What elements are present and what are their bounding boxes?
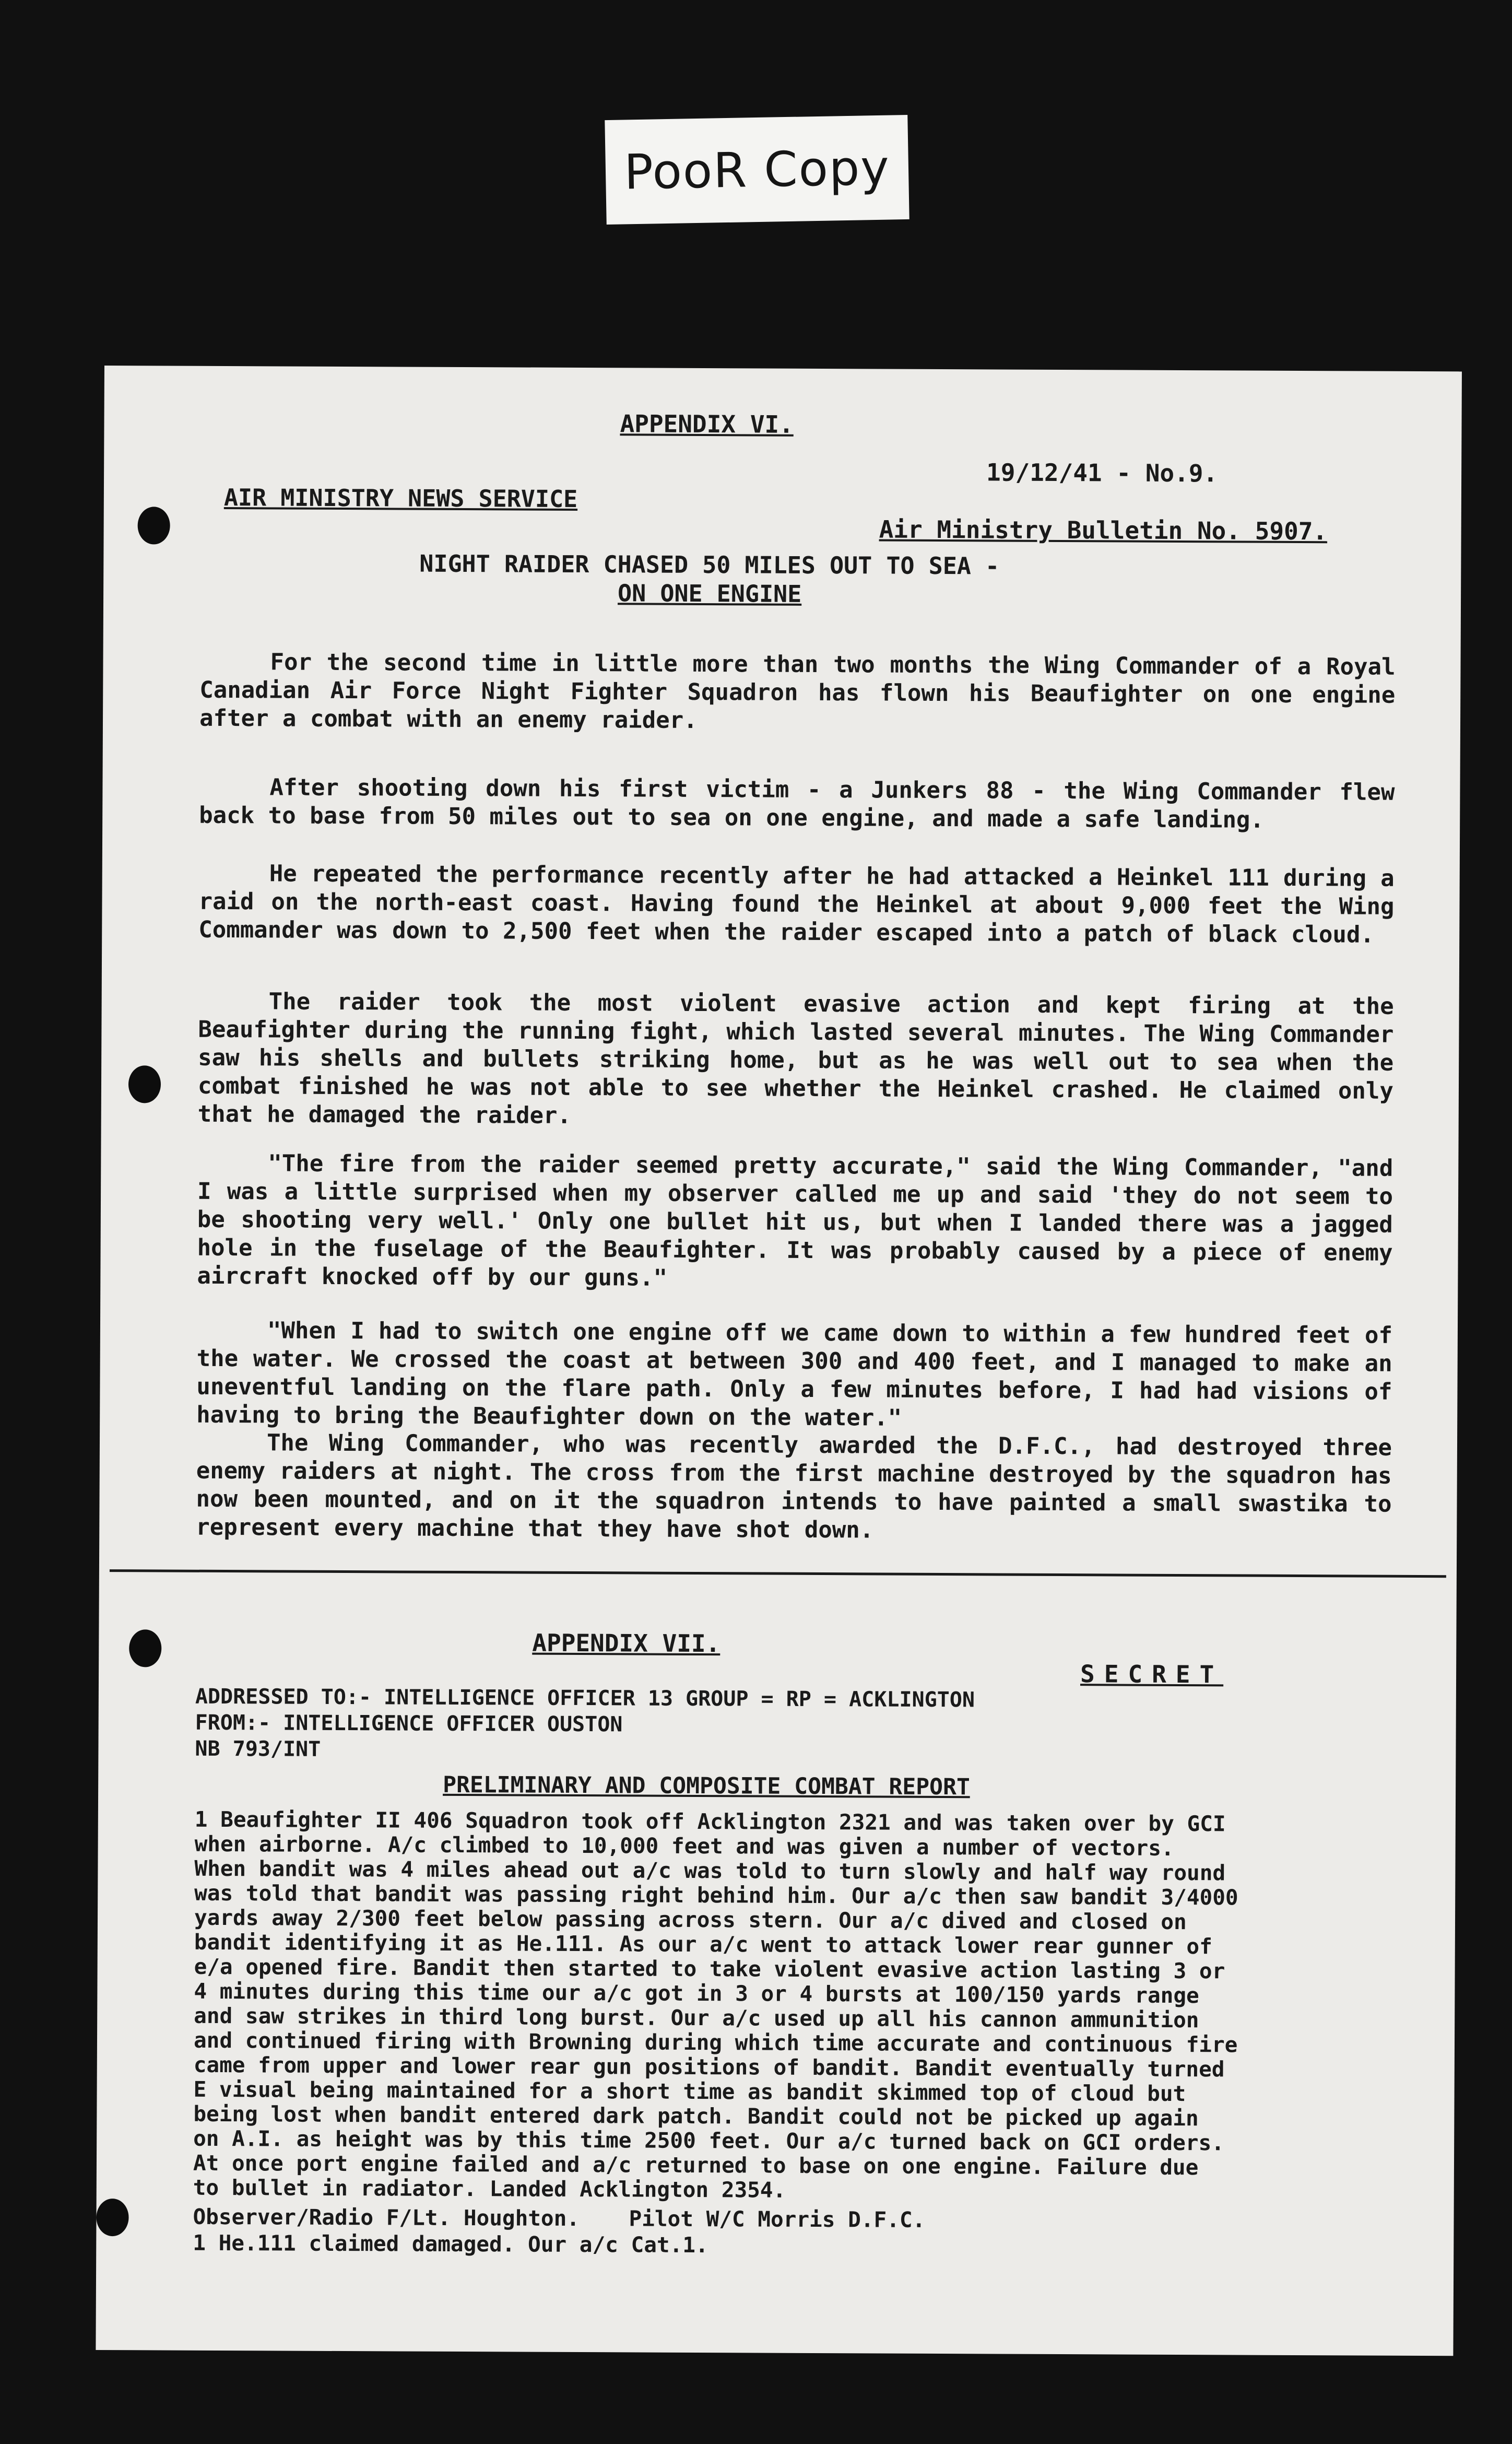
- section-divider: [110, 1569, 1446, 1578]
- report-line: When bandit was 4 miles ahead out a/c was told to turn slowly and half way round: [194, 1855, 1226, 1886]
- paragraph-5: "The fire from the raider seemed pretty accurate," said the Wing Commander, "and I was a little surprised when my observer called me up and said 'they do not seem to be shooting very well.' Only one bullet hit us, but when I landed there was a jagged hole in the fuselage of the Beaufighter. It was probably caused by a piece of enemy aircraft knocked off by our guns.": [197, 1150, 1393, 1291]
- reference-number: NB 793/INT: [195, 1736, 321, 1761]
- observer-signature: Observer/Radio F/Lt. Houghton.: [193, 2204, 580, 2231]
- punch-hole-4: [96, 2199, 128, 2236]
- punch-hole-1: [138, 507, 170, 544]
- headline-line-2: ON ONE ENGINE: [617, 579, 802, 608]
- punch-hole-2: [128, 1065, 161, 1103]
- pilot-signature: Pilot W/C Morris D.F.C.: [629, 2206, 926, 2232]
- report-line: e/a opened fire. Bandit then started to take violent evasive action lasting 3 or: [194, 1954, 1225, 1984]
- punch-hole-3: [129, 1629, 161, 1667]
- addressed-to: ADDRESSED TO:- INTELLIGENCE OFFICER 13 GROUP = RP = ACKLINGTON: [195, 1684, 975, 1712]
- headline-line-1: NIGHT RAIDER CHASED 50 MILES OUT TO SEA -: [419, 549, 1000, 580]
- appendix-vii-heading: APPENDIX VII.: [532, 1628, 720, 1658]
- poor-copy-text: PooR Copy: [623, 139, 891, 200]
- report-line: 1 Beaufighter II 406 Squadron took off Acklington 2321 and was taken over by GCI: [194, 1806, 1226, 1837]
- combat-report-body: [193, 1807, 1396, 2205]
- report-line: when airborne. A/c climbed to 10,000 feet and was given a number of vectors.: [194, 1831, 1174, 1861]
- bulletin-date-number: 19/12/41 - No.9.: [986, 458, 1218, 488]
- report-line: and continued firing with Browning during which time accurate and continuous fire: [193, 2027, 1238, 2058]
- report-line: E visual being maintained for a short time as bandit skimmed top of cloud but: [193, 2076, 1186, 2107]
- report-line: on A.I. as height was by this time 2500 feet. Our a/c turned back on GCI orders.: [193, 2125, 1225, 2156]
- appendix-vi-heading: APPENDIX VI.: [620, 409, 794, 439]
- bulletin-number: Air Ministry Bulletin No. 5907.: [879, 515, 1328, 546]
- combat-report-title: PRELIMINARY AND COMPOSITE COMBAT REPORT: [443, 1771, 970, 1801]
- poor-copy-label: [605, 115, 909, 225]
- news-service-header: AIR MINISTRY NEWS SERVICE: [223, 484, 578, 513]
- paragraph-7: The Wing Commander, who was recently awarded the D.F.C., had destroyed three enemy raiders at night. The cross from the first machine destroyed by the squadron has now been mounted, and on it the squadron intends to have painted a small swastika to represent every machine that they have shot down.: [196, 1429, 1392, 1544]
- report-line: and saw strikes in third long burst. Our a/c used up all his cannon ammunition: [194, 2003, 1199, 2033]
- document-page: [96, 366, 1462, 2356]
- from-line: FROM:- INTELLIGENCE OFFICER OUSTON: [195, 1710, 623, 1737]
- paragraph-3: He repeated the performance recently after he had attacked a Heinkel 111 during a raid on the north-east coast. Having found the Heinkel at about 9,000 feet the Wing Commander was down to 2,500 feet when the raider escaped into a patch of black cloud.: [198, 860, 1395, 948]
- report-line: At once port engine failed and a/c returned to base on one engine. Failure due: [193, 2150, 1199, 2180]
- paragraph-6: "When I had to switch one engine off we came down to within a few hundred feet of the water. We crossed the coast at between 300 and 400 feet, and I managed to make an uneventful landing on the flare path. Only a few minutes before, I had had visions of having to bring the Beaufighter down on the water.": [196, 1317, 1393, 1431]
- report-line: being lost when bandit entered dark patch. Bandit could not be picked up again: [193, 2101, 1199, 2131]
- paragraph-1: For the second time in little more than two months the Wing Commander of a Royal Canadian Air Force Night Fighter Squadron has flown his Beaufighter on one engine after a combat with an enemy raider.: [199, 649, 1396, 734]
- report-line: yards away 2/300 feet below passing across stern. Our a/c dived and closed on: [194, 1905, 1187, 1935]
- report-line: to bullet in radiator. Landed Acklington 2354.: [193, 2175, 786, 2203]
- secret-classification: SECRET: [1080, 1660, 1224, 1689]
- report-line: came from upper and lower rear gun positions of bandit. Bandit eventually turned: [193, 2052, 1225, 2082]
- report-line: 4 minutes during this time our a/c got in 3 or 4 bursts at 100/150 yards range: [194, 1978, 1199, 2008]
- paragraph-2: After shooting down his first victim - a Junkers 88 - the Wing Commander flew back to base from 50 miles out to sea on one engine, and made a safe landing.: [199, 774, 1395, 833]
- report-line: was told that bandit was passing right behind him. Our a/c then saw bandit 3/4000: [194, 1880, 1238, 1910]
- report-line: bandit identifying it as He.111. As our a/c went to attack lower rear gunner of: [194, 1929, 1212, 1959]
- paragraph-4: The raider took the most violent evasive action and kept firing at the Beaufighter during the running fight, which lasted several minutes. The Wing Commander saw his shells and bullets striking home, but as he was well out to sea when the combat finished he was not able to see whether the Heinkel crashed. He claimed only that he damaged the raider.: [197, 988, 1394, 1129]
- damage-claim: 1 He.111 claimed damaged. Our a/c Cat.1.: [193, 2230, 708, 2258]
